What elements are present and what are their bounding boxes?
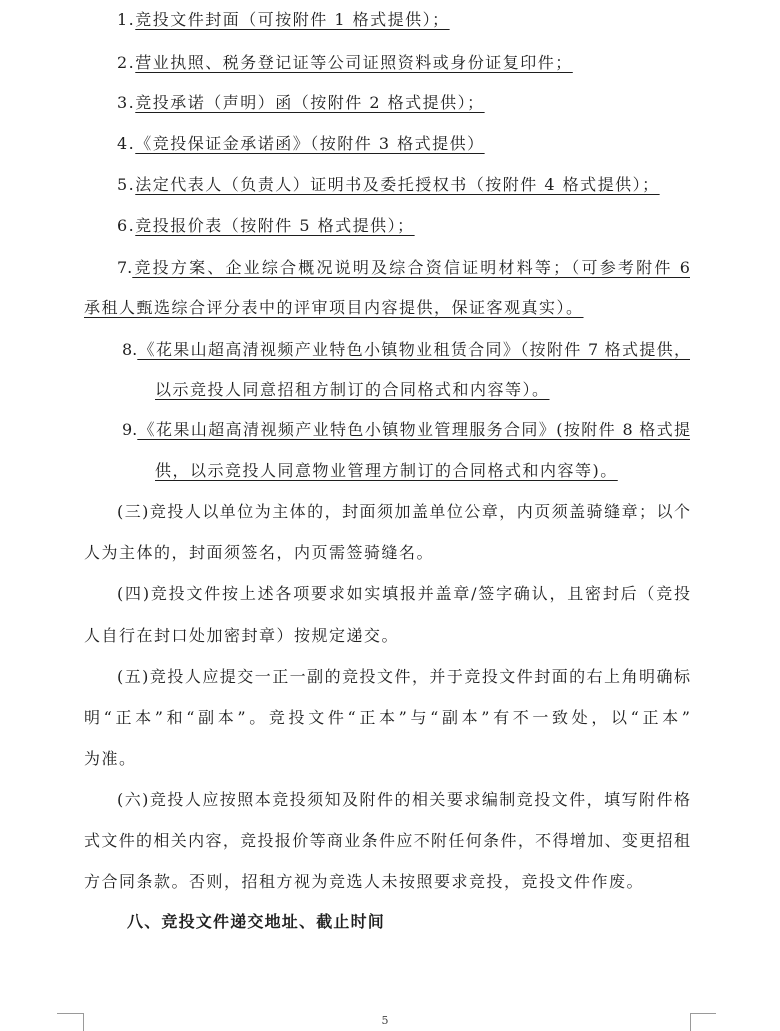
page-number: 5: [381, 1014, 389, 1027]
paragraph-line: 方合同条款。否则，招租方视为竞选人未按照要求竞投，竞投文件作废。: [84, 872, 645, 891]
list-item-line: [117, 10, 450, 30]
list-item-text: 竞投承诺（声明）函（按附件 2 格式提供）；: [135, 93, 485, 112]
paragraph-line: [117, 790, 690, 810]
list-item-number: 2.: [117, 53, 136, 72]
list-item-line: [117, 53, 573, 73]
list-item-text: 《花果山超高清视频产业特色小镇物业租赁合同》（按附件 7 格式提供，: [137, 340, 690, 359]
list-item-number: 9.: [122, 420, 138, 439]
list-item-text: 以示竞投人同意招租方制订的合同格式和内容等）。: [155, 380, 550, 399]
paragraph-line: [117, 584, 690, 604]
list-item-text: 竞投方案、企业综合概况说明及综合资信证明材料等；（可参考附件 6: [132, 258, 690, 277]
list-item-number: 3.: [117, 93, 136, 112]
list-item-text: 营业执照、税务登记证等公司证照资料或身份证复印件；: [135, 53, 573, 72]
paragraph-label: (五): [117, 667, 149, 686]
paragraph-label: (六): [117, 790, 149, 809]
list-item-text: 供，以示竞投人同意物业管理方制订的合同格式和内容等)。: [155, 461, 618, 480]
paragraph-label: (四): [117, 584, 150, 603]
list-item-line: [117, 134, 485, 154]
list-item-number: 8.: [122, 340, 138, 359]
paragraph-line: 式文件的相关内容，竞投报价等商业条件应不附任何条件，不得增加、变更招租: [84, 831, 690, 850]
list-item-line: [117, 258, 690, 278]
paragraph-line: 明“正本”和“副本”。竞投文件“正本”与“副本”有不一致处，以“正本”: [84, 708, 690, 727]
list-item-text: 《竞投保证金承诺函》（按附件 3 格式提供）: [135, 134, 485, 153]
paragraph-text: 竞投人以单位为主体的，封面须加盖单位公章，内页须盖骑缝章；以个: [148, 502, 690, 521]
list-item-line: [155, 380, 550, 400]
list-item-line: [84, 298, 584, 318]
list-item-line: [155, 461, 618, 481]
paragraph-text: 竞投人应提交一正一副的竞投文件，并于竞投文件封面的右上角明确标: [148, 667, 690, 686]
list-item-line: [117, 216, 415, 236]
paragraph-line: 人为主体的，封面须签名，内页需签骑缝名。: [84, 543, 435, 562]
list-item-line: [122, 420, 690, 440]
list-item-number: 4.: [117, 134, 136, 153]
paragraph-line: 为准。: [84, 749, 137, 768]
paragraph-line: [117, 502, 690, 522]
list-item-number: 1.: [117, 10, 136, 29]
list-item-number: 5.: [117, 175, 136, 194]
list-item-text: 法定代表人（负责人）证明书及委托授权书（按附件 4 格式提供）；: [135, 175, 660, 194]
list-item-line: [122, 340, 690, 360]
list-item-text: 竞投报价表（按附件 5 格式提供）；: [135, 216, 415, 235]
paragraph-text: 竞投文件按上述各项要求如实填报并盖章/签字确认，且密封后（竞投: [149, 584, 690, 603]
paragraph-line: [117, 667, 690, 687]
section-heading: 八、竞投文件递交地址、截止时间: [127, 912, 386, 931]
list-item-number: 6.: [117, 216, 136, 235]
list-item-number: 7.: [117, 258, 133, 277]
list-item-text: 承租人甄选综合评分表中的评审项目内容提供，保证客观真实）。: [84, 298, 584, 317]
list-item-line: [117, 93, 485, 113]
paragraph-label: (三): [117, 502, 149, 521]
list-item-text: 竞投文件封面（可按附件 1 格式提供）；: [135, 10, 450, 29]
paragraph-text: 竞投人应按照本竞投须知及附件的相关要求编制竞投文件，填写附件格: [148, 790, 690, 809]
list-item-line: [117, 175, 660, 195]
list-item-text: 《花果山超高清视频产业特色小镇物业管理服务合同》(按附件 8 格式提: [137, 420, 690, 439]
paragraph-line: 人自行在封口处加密封章）按规定递交。: [84, 626, 400, 645]
